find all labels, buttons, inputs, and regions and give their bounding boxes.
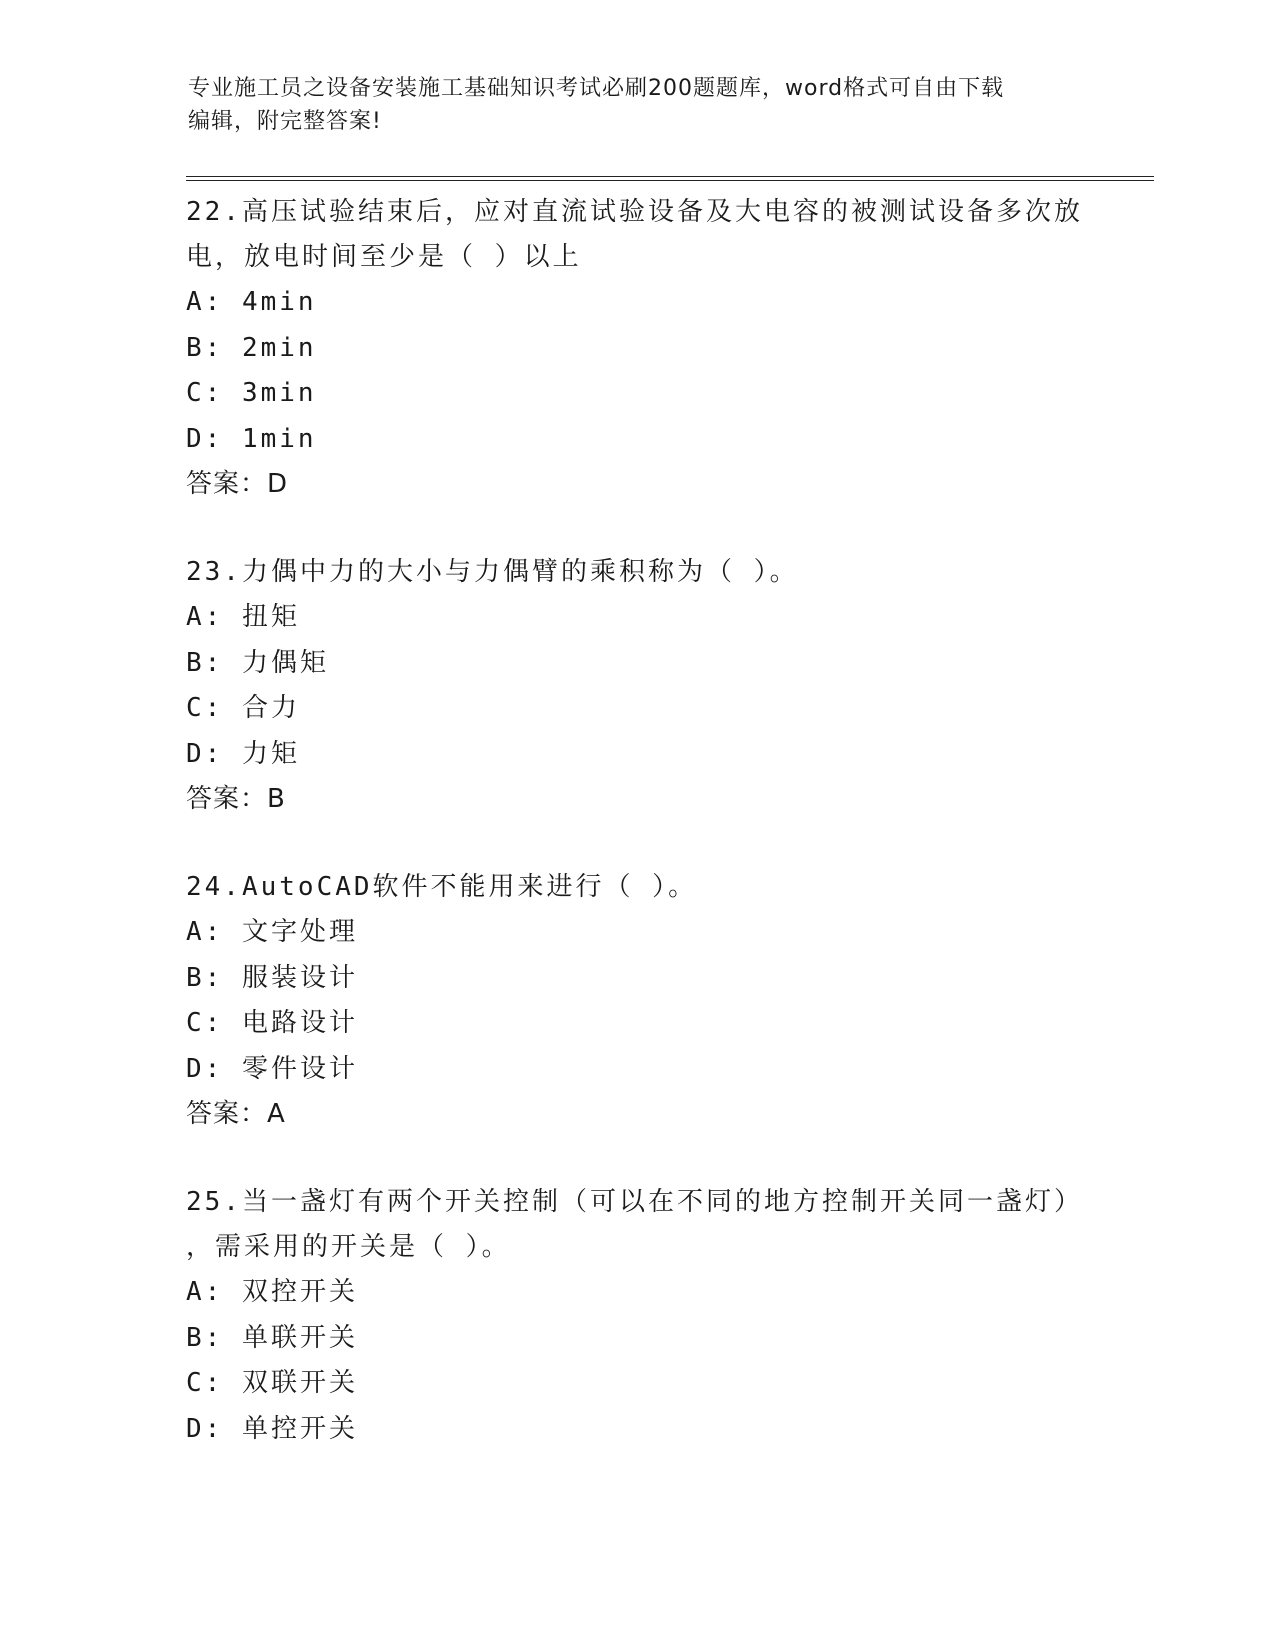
header-line-2: 编辑，附完整答案! bbox=[188, 109, 382, 134]
stem-line: 22.高压试验结束后，应对直流试验设备及大电容的被测试设备多次放 bbox=[186, 197, 1083, 227]
option-a: A: 扭矩 bbox=[186, 602, 300, 632]
document-header bbox=[188, 72, 1068, 138]
question-stem bbox=[186, 865, 1086, 910]
option-d: D: 零件设计 bbox=[186, 1053, 358, 1084]
stem-line: 电，放电时间至少是（ ）以上 bbox=[186, 242, 582, 272]
option-a: A: 文字处理 bbox=[186, 917, 358, 947]
question-24 bbox=[186, 865, 1086, 1136]
option-c: C: 合力 bbox=[186, 693, 300, 723]
option-c: C: 双联开关 bbox=[186, 1368, 358, 1398]
question-stem bbox=[186, 190, 1086, 280]
option-b: B: 力偶矩 bbox=[186, 647, 329, 678]
option-b: B: 服装设计 bbox=[186, 962, 358, 993]
stem-line: ，需采用的开关是（ ）。 bbox=[186, 1232, 511, 1262]
question-list bbox=[186, 190, 1086, 1496]
header-divider-bottom bbox=[186, 180, 1154, 181]
option-a: A: 4min bbox=[186, 287, 317, 317]
question-stem bbox=[186, 550, 1086, 595]
option-d: D: 力矩 bbox=[186, 738, 300, 769]
question-25 bbox=[186, 1180, 1086, 1452]
option-d: D: 单控开关 bbox=[186, 1413, 358, 1444]
header-divider-top bbox=[186, 176, 1154, 177]
option-b: B: 2min bbox=[186, 332, 317, 363]
answer-line: 答案：D bbox=[186, 469, 289, 499]
header-line-1: 专业施工员之设备安装施工基础知识考试必刷200题题库，word格式可自由下载 bbox=[188, 76, 1005, 101]
option-a: A: 双控开关 bbox=[186, 1277, 358, 1307]
stem-line: 23.力偶中力的大小与力偶臂的乘积称为（ ）。 bbox=[186, 557, 799, 587]
option-c: C: 电路设计 bbox=[186, 1008, 358, 1038]
option-c: C: 3min bbox=[186, 378, 317, 408]
stem-line: 25.当一盏灯有两个开关控制（可以在不同的地方控制开关同一盏灯） bbox=[186, 1187, 1083, 1217]
answer-line: 答案：B bbox=[186, 784, 286, 814]
question-23 bbox=[186, 550, 1086, 821]
stem-line: 24.AutoCAD软件不能用来进行（ ）。 bbox=[186, 872, 698, 902]
question-stem bbox=[186, 1180, 1086, 1270]
answer-line: 答案：A bbox=[186, 1099, 286, 1129]
option-b: B: 单联开关 bbox=[186, 1322, 358, 1353]
option-d: D: 1min bbox=[186, 423, 317, 454]
question-22 bbox=[186, 190, 1086, 506]
